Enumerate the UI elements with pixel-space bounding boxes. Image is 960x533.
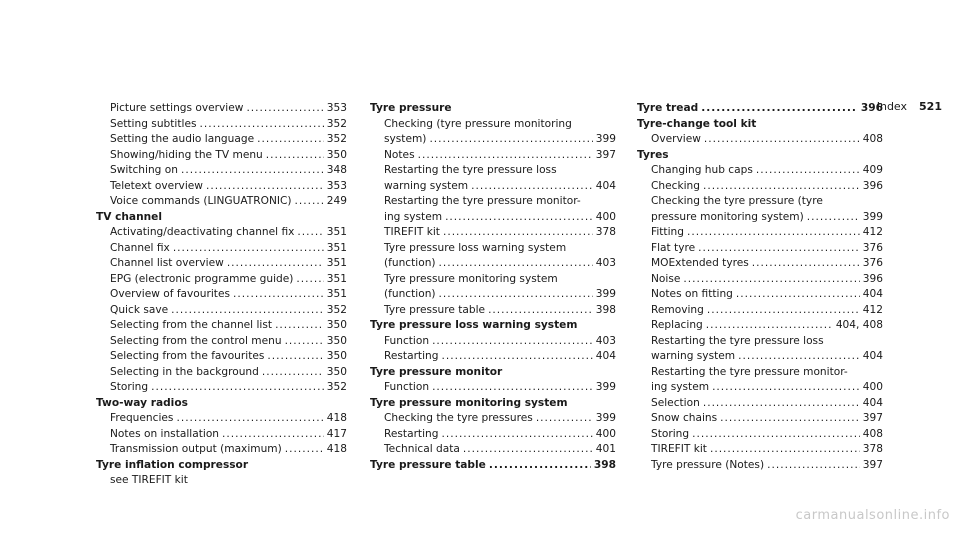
- index-entry: [637, 132, 883, 148]
- entry-text: Quick save: [110, 303, 169, 316]
- index-entry: [96, 179, 347, 195]
- page-reference: 397: [595, 148, 616, 161]
- page-reference: 397: [862, 412, 883, 424]
- index-heading: [637, 101, 883, 117]
- entry-text: Tyre pressure table: [370, 458, 486, 471]
- index-entry: [96, 132, 347, 148]
- dot-leader: [227, 256, 324, 272]
- dot-leader: [489, 458, 591, 474]
- index-entry: [96, 241, 347, 257]
- entry-text: Changing hub caps: [651, 164, 753, 176]
- dot-leader: [176, 411, 323, 427]
- index-heading: [637, 117, 883, 133]
- index-column-1: [96, 101, 347, 489]
- footer-area: [0, 497, 960, 533]
- dot-leader: [439, 287, 593, 303]
- dot-leader: [222, 427, 324, 443]
- index-heading: [96, 396, 347, 412]
- entry-text: ing system: [384, 210, 443, 223]
- index-entry: [96, 442, 347, 458]
- dot-leader: [171, 303, 324, 319]
- entry-text: Storing: [651, 427, 690, 440]
- page-reference: 412: [862, 226, 883, 238]
- entry-text: Function: [384, 381, 430, 393]
- index-entry: [637, 318, 883, 334]
- entry-text: Picture settings overview: [110, 102, 244, 114]
- entry-text: Channel list overview: [110, 257, 224, 269]
- index-entry: [96, 117, 347, 133]
- entry-text: Switching on: [110, 164, 178, 176]
- index-entry: [96, 411, 347, 427]
- dot-leader: [432, 334, 593, 350]
- page-reference: 352: [326, 303, 347, 316]
- index-entry: [370, 303, 616, 319]
- page-reference: 352: [326, 117, 347, 130]
- index-entry: [637, 210, 883, 226]
- page-reference: 397: [862, 458, 883, 471]
- dot-leader: [296, 272, 323, 288]
- page-reference: 350: [326, 334, 347, 347]
- entry-text: Tyre pressure (Notes): [651, 458, 765, 471]
- entry-text: Notes on fitting: [651, 288, 733, 300]
- entry-text: Selecting from the control menu: [110, 334, 282, 347]
- dot-leader: [692, 427, 860, 443]
- dot-leader: [683, 272, 859, 288]
- index-label: Index: [876, 100, 908, 113]
- page-reference: 376: [862, 241, 883, 254]
- page-reference: 350: [326, 350, 347, 362]
- page-number: 521: [919, 100, 942, 113]
- page-reference: 404, 408: [835, 319, 883, 331]
- dot-leader: [441, 349, 592, 365]
- index-heading: [370, 396, 616, 412]
- index-entry: [637, 334, 883, 350]
- index-entry: [370, 225, 616, 241]
- entry-text: Fitting: [651, 226, 684, 238]
- dot-leader: [463, 442, 593, 458]
- dot-leader: [443, 225, 593, 241]
- page-reference: 404: [862, 288, 883, 300]
- page-reference: 353: [326, 102, 347, 114]
- page-reference: 376: [862, 257, 883, 269]
- entry-text: Restarting the tyre pressure monitor-: [651, 365, 848, 378]
- entry-text: warning system: [651, 350, 736, 362]
- page-reference: 403: [595, 257, 616, 269]
- dot-leader: [151, 380, 324, 396]
- index-entry: [96, 303, 347, 319]
- index-entry: [637, 365, 883, 381]
- page-reference: 352: [326, 381, 347, 393]
- entry-text: Noise: [651, 272, 681, 285]
- entry-text: Removing: [651, 303, 704, 316]
- dot-leader: [710, 442, 860, 458]
- dot-leader: [738, 349, 860, 365]
- dot-leader: [445, 210, 593, 226]
- index-entry: [96, 287, 347, 303]
- entry-text: Teletext overview: [110, 179, 203, 192]
- page-reference: 398: [593, 458, 616, 471]
- page-reference: 412: [862, 303, 883, 316]
- dot-leader: [736, 287, 860, 303]
- page-reference: 396: [862, 179, 883, 192]
- dot-leader: [200, 117, 324, 133]
- index-heading: [370, 365, 616, 381]
- dot-leader: [418, 148, 593, 164]
- page-reference: 378: [595, 226, 616, 238]
- page-reference: 408: [862, 133, 883, 145]
- index-entry: [370, 148, 616, 164]
- page-reference: 399: [862, 210, 883, 223]
- page-reference: 401: [595, 443, 616, 455]
- index-entry: [637, 287, 883, 303]
- entry-text: Tyre-change tool kit: [637, 117, 757, 130]
- entry-text: Tyre pressure loss warning system: [370, 319, 578, 331]
- index-entry: [370, 117, 616, 133]
- entry-text: system): [384, 133, 427, 145]
- dot-leader: [756, 163, 860, 179]
- page-reference: 396: [860, 102, 883, 114]
- dot-leader: [246, 101, 323, 117]
- entry-text: Tyre pressure monitoring system: [370, 396, 568, 409]
- dot-leader: [701, 101, 858, 117]
- page-reference: 399: [595, 288, 616, 300]
- index-entry: [370, 272, 616, 288]
- index-entry: [96, 272, 347, 288]
- index-entry: [96, 473, 347, 489]
- entry-text: Frequencies: [110, 412, 174, 424]
- entry-text: Checking the tyre pressures: [384, 412, 533, 424]
- page-reference: 400: [595, 210, 616, 223]
- index-entry: [96, 225, 347, 241]
- dot-leader: [707, 303, 860, 319]
- index-entry: [370, 427, 616, 443]
- index-entry: [637, 272, 883, 288]
- page-reference: 352: [326, 133, 347, 145]
- dot-leader: [233, 287, 324, 303]
- dot-leader: [257, 132, 324, 148]
- index-entry: [370, 411, 616, 427]
- entry-text: see TIREFIT kit: [110, 474, 188, 486]
- page-reference: 378: [862, 443, 883, 455]
- dot-leader: [266, 148, 324, 164]
- index-heading: [96, 458, 347, 474]
- index-entry: [96, 365, 347, 381]
- dot-leader: [267, 349, 323, 365]
- dot-leader: [206, 179, 324, 195]
- entry-text: Tyre inflation compressor: [96, 458, 249, 471]
- page-reference: 409: [862, 164, 883, 176]
- index-entry: [96, 334, 347, 350]
- page-reference: 400: [862, 381, 883, 393]
- index-entry: [96, 101, 347, 117]
- page-reference: 408: [862, 427, 883, 440]
- entry-text: Selecting from the channel list: [110, 319, 273, 331]
- entry-text: Tyre pressure: [370, 102, 452, 114]
- index-entry: [370, 241, 616, 257]
- dot-leader: [712, 380, 860, 396]
- index-entry: [637, 256, 883, 272]
- index-entry: [370, 179, 616, 195]
- dot-leader: [181, 163, 324, 179]
- index-entry: [370, 334, 616, 350]
- dot-leader: [706, 318, 833, 334]
- index-entry: [637, 427, 883, 443]
- entry-text: Two-way radios: [96, 396, 188, 409]
- index-entry: [96, 349, 347, 365]
- page-reference: 399: [595, 133, 616, 145]
- dot-leader: [432, 380, 593, 396]
- dot-leader: [720, 411, 860, 427]
- entry-text: TIREFIT kit: [651, 443, 707, 455]
- index-entry: [96, 256, 347, 272]
- entry-text: Flat tyre: [651, 241, 696, 254]
- entry-text: Overview of favourites: [110, 288, 230, 300]
- page-reference: 404: [862, 396, 883, 409]
- entry-text: (function): [384, 288, 436, 300]
- entry-text: pressure monitoring system): [651, 210, 804, 223]
- index-entry: [96, 194, 347, 210]
- page-reference: 351: [326, 257, 347, 269]
- entry-text: Selecting from the favourites: [110, 350, 265, 362]
- dot-leader: [439, 256, 593, 272]
- index-entry: [370, 132, 616, 148]
- entry-text: Selecting in the background: [110, 365, 259, 378]
- dot-leader: [285, 334, 324, 350]
- index-heading: [370, 101, 616, 117]
- dot-leader: [807, 210, 860, 226]
- entry-text: MOExtended tyres: [651, 257, 749, 269]
- page-reference: 418: [326, 412, 347, 424]
- dot-leader: [703, 396, 860, 412]
- index-entry: [370, 194, 616, 210]
- entry-text: Setting subtitles: [110, 117, 197, 130]
- page-reference: 351: [326, 288, 347, 300]
- entry-text: Setting the audio language: [110, 133, 255, 145]
- watermark: carmanualsonline.info: [795, 508, 950, 523]
- entry-text: Storing: [110, 381, 149, 393]
- entry-text: Voice commands (LINGUATRONIC): [110, 195, 292, 207]
- index-entry: [637, 241, 883, 257]
- index-column-2: [370, 101, 616, 473]
- index-entry: [370, 287, 616, 303]
- page-reference: 350: [326, 319, 347, 331]
- entry-text: Checking: [651, 179, 700, 192]
- index-entry: [96, 318, 347, 334]
- entry-text: Checking (tyre pressure monitoring: [384, 117, 572, 130]
- entry-text: Restarting the tyre pressure monitor-: [384, 195, 581, 207]
- index-entry: [96, 380, 347, 396]
- entry-text: Tyre tread: [637, 102, 699, 114]
- index-entry: [370, 442, 616, 458]
- dot-leader: [275, 318, 324, 334]
- index-entry: [370, 210, 616, 226]
- entry-text: Snow chains: [651, 412, 718, 424]
- entry-text: warning system: [384, 179, 469, 192]
- entry-text: Selection: [651, 396, 700, 409]
- entry-text: Tyre pressure monitoring system: [384, 272, 558, 285]
- dot-leader: [488, 303, 593, 319]
- dot-leader: [698, 241, 860, 257]
- index-entry: [96, 163, 347, 179]
- page-reference: 398: [595, 303, 616, 316]
- dot-leader: [536, 411, 593, 427]
- entry-text: Transmission output (maximum): [110, 443, 282, 455]
- index-entry: [96, 427, 347, 443]
- index-entry: [370, 163, 616, 179]
- entry-text: ing system: [651, 381, 710, 393]
- entry-text: Notes on installation: [110, 427, 220, 440]
- entry-text: Restarting: [384, 350, 439, 362]
- page-reference: 417: [326, 427, 347, 440]
- dot-leader: [173, 241, 324, 257]
- index-entry: [637, 179, 883, 195]
- entry-text: Function: [384, 334, 430, 347]
- dot-leader: [295, 194, 324, 210]
- dot-leader: [285, 442, 324, 458]
- entry-text: Restarting: [384, 427, 439, 440]
- dot-leader: [703, 179, 860, 195]
- page-reference: 351: [326, 272, 347, 285]
- dot-leader: [429, 132, 592, 148]
- dot-leader: [687, 225, 860, 241]
- entry-text: Showing/hiding the TV menu: [110, 148, 263, 161]
- page-reference: 404: [862, 350, 883, 362]
- page-reference: 353: [326, 179, 347, 192]
- page-header: [877, 101, 942, 113]
- dot-leader: [767, 458, 860, 474]
- entry-text: TV channel: [96, 210, 162, 223]
- index-heading: [96, 210, 347, 226]
- index-entry: [96, 148, 347, 164]
- page-reference: 350: [326, 365, 347, 378]
- entry-text: Tyres: [637, 148, 669, 161]
- page-reference: 418: [326, 443, 347, 455]
- page-reference: 400: [595, 427, 616, 440]
- entry-text: Restarting the tyre pressure loss: [384, 164, 557, 176]
- page-reference: 399: [595, 381, 616, 393]
- page-reference: 348: [326, 164, 347, 176]
- entry-text: Activating/deactivating channel fix: [110, 226, 295, 238]
- index-entry: [637, 411, 883, 427]
- index-entry: [637, 442, 883, 458]
- entry-text: TIREFIT kit: [384, 226, 440, 238]
- page-reference: 351: [326, 241, 347, 254]
- entry-text: Overview: [651, 133, 701, 145]
- index-entry: [637, 225, 883, 241]
- page-reference: 351: [326, 226, 347, 238]
- page-reference: 404: [595, 350, 616, 362]
- index-column-3: [637, 101, 883, 473]
- entry-text: Restarting the tyre pressure loss: [651, 334, 824, 347]
- page-reference: 399: [595, 412, 616, 424]
- index-entry: [637, 349, 883, 365]
- index-entry: [637, 194, 883, 210]
- index-entry: [637, 396, 883, 412]
- entry-text: Technical data: [384, 443, 460, 455]
- index-entry: [637, 380, 883, 396]
- index-entry: [637, 458, 883, 474]
- page-reference: 249: [326, 195, 347, 207]
- entry-text: Checking the tyre pressure (tyre: [651, 195, 823, 207]
- entry-text: Replacing: [651, 319, 703, 331]
- index-entry: [637, 303, 883, 319]
- entry-text: Tyre pressure monitor: [370, 365, 503, 378]
- index-entry: [370, 380, 616, 396]
- index-entry: [370, 349, 616, 365]
- dot-leader: [441, 427, 592, 443]
- index-entry: [637, 163, 883, 179]
- page-reference: 396: [862, 272, 883, 285]
- entry-text: Channel fix: [110, 241, 170, 254]
- dot-leader: [704, 132, 860, 148]
- dot-leader: [752, 256, 860, 272]
- entry-text: (function): [384, 257, 436, 269]
- page-reference: 404: [595, 179, 616, 192]
- page-reference: 403: [595, 334, 616, 347]
- dot-leader: [471, 179, 593, 195]
- index-heading: [370, 318, 616, 334]
- page-reference: 350: [326, 148, 347, 161]
- dot-leader: [297, 225, 323, 241]
- entry-text: EPG (electronic programme guide): [110, 272, 294, 285]
- index-heading: [637, 148, 883, 164]
- dot-leader: [262, 365, 324, 381]
- entry-text: Tyre pressure loss warning system: [384, 241, 567, 254]
- entry-text: Notes: [384, 148, 415, 161]
- index-entry: [370, 256, 616, 272]
- index-heading: [370, 458, 616, 474]
- entry-text: Tyre pressure table: [384, 303, 486, 316]
